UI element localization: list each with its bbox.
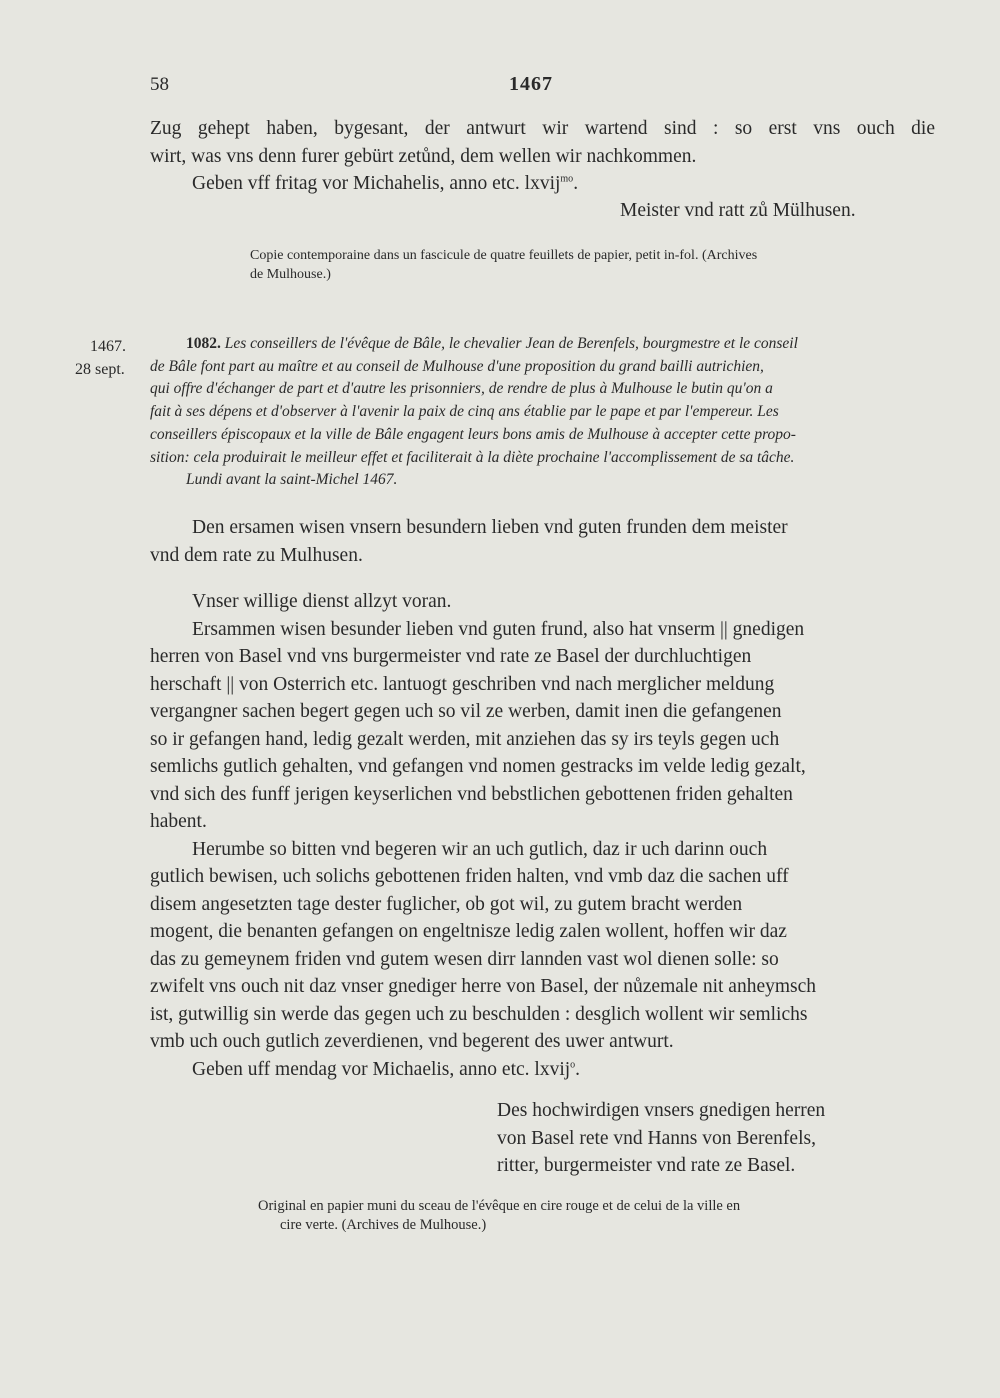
text-line: vmb uch ouch gutlich zeverdienen, vnd begerent des uwer antwurt. <box>150 1031 674 1052</box>
margin-year: 1467. <box>90 338 126 355</box>
signature-line: ritter, burgermeister vnd rate ze Basel. <box>497 1155 796 1176</box>
dating-text: Geben vff fritag vor Michahelis, anno etc. lxvij <box>192 173 561 194</box>
source-note <box>258 1197 938 1235</box>
document-summary <box>150 333 935 492</box>
source-note-line: cire verte. (Archives de Mulhouse.) <box>280 1217 487 1233</box>
text-line: mogent, die benanten gefangen on engeltnisze ledig zalen wollent, hoffen wir daz <box>150 921 787 942</box>
text-line: disem angesetzten tage dester fuglicher, ob got wil, zu gutem bracht werden <box>150 893 743 915</box>
text-line: Ersammen wisen besunder lieben vnd guten frund, also hat vnserm || gnedigen <box>192 618 805 640</box>
page-number: 58 <box>150 74 169 95</box>
source-note-line: Original en papier muni du sceau de l'évêque en cire rouge et de celui de la ville en <box>258 1198 741 1214</box>
text-line: vergangner sachen begert gegen uch so vil ze werben, damit inen die gefangenen <box>150 701 782 722</box>
dating-text: Geben uff mendag vor Michaelis, anno etc. lxvij <box>192 1058 571 1080</box>
previous-document-text <box>150 115 935 198</box>
summary-line: sition: cela produirait le meilleur effet et faciliterait à la diète prochaine l'accomplissement de sa tâche. <box>150 448 795 466</box>
dating-superscript: mo <box>560 173 574 185</box>
source-note <box>250 246 935 284</box>
signature-line: Meister vnd ratt zů Mülhusen. <box>620 200 856 221</box>
summary-line: qui offre d'échanger de part et d'autre les prisonniers, de rendre de plus à Mulhouse le butin qu'on a <box>150 380 773 398</box>
dating-superscript: o <box>570 1059 576 1070</box>
running-head-year: 1467 <box>509 73 553 95</box>
text-line: das zu gemeynem friden vnd gutem wesen dirr lannden vast wol dienen solle: so <box>150 948 779 970</box>
text-line: zwifelt vns ouch nit daz vnser gnediger herre von Basel, der nůzemale nit anheymsch <box>150 976 817 997</box>
greeting: Vnser willige dienst allzyt voran. <box>192 591 452 612</box>
text-line: Zug gehept haben, bygesant, der antwurt wir wartend sind : so erst vns ouch die <box>150 118 935 139</box>
summary-line: conseillers épiscopaux et la ville de Bâle engagent leurs bons amis de Mulhouse à accepter cette propo- <box>150 425 796 443</box>
margin-date: 28 sept. <box>75 361 125 378</box>
source-note-line: Copie contemporaine dans un fascicule de quatre feuillets de papier, petit in-fol. (Archives <box>250 248 758 263</box>
dating-clause <box>150 170 935 198</box>
text-line: wirt, was vns denn furer gebürt zetůnd, dem wellen wir nachkommen. <box>150 145 697 167</box>
summary-line <box>150 333 935 356</box>
text-line: vnd sich des funff jerigen keyserlichen vnd bebstlichen gebottenen friden gehalten <box>150 783 793 805</box>
signature-line: Des hochwirdigen vnsers gnedigen herren <box>497 1100 826 1121</box>
summary-line: fait à ses dépens et d'observer à l'avenir la paix de cinq ans établie par le pape et par l'empereur. Les <box>150 403 779 421</box>
signature-block <box>497 1097 825 1180</box>
text-line: herren von Basel vnd vns burgermeister vnd rate ze Basel der durchluchtigen <box>150 646 752 667</box>
source-note-line: de Mulhouse.) <box>250 267 331 282</box>
text-line: habent. <box>150 811 207 832</box>
address <box>150 514 935 569</box>
text-line: herschaft || von Osterrich etc. lantuogt geschriben vnd nach merglicher meldung <box>150 673 775 695</box>
signature-line: von Basel rete vnd Hanns von Berenfels, <box>497 1127 816 1149</box>
summary-line: de Bâle font part au maître et au conseil de Mulhouse d'une proposition du grand bailli autrichien, <box>150 357 764 375</box>
summary-date: Lundi avant la saint-Michel 1467. <box>186 471 398 489</box>
text-line: Den ersamen wisen vnsern besundern lieben vnd guten frunden dem meister <box>192 517 788 538</box>
text-line: gutlich bewisen, uch solichs gebottenen friden halten, vnd vmb daz die sachen uff <box>150 866 789 887</box>
dating-clause <box>150 1056 935 1084</box>
letter-body <box>150 588 935 1083</box>
text-line: ist, gutwillig sin werde das gegen uch zu beschulden : desglich wollent wir semlichs <box>150 1003 808 1025</box>
text-line: so ir gefangen hand, ledig gezalt werden, mit anziehen das sy irs teyls gegen uch <box>150 728 780 750</box>
text-line: vnd dem rate zu Mulhusen. <box>150 544 363 566</box>
text-line: Herumbe so bitten vnd begeren wir an uch gutlich, daz ir uch darinn ouch <box>192 838 768 860</box>
document-number: 1082. <box>186 335 221 352</box>
dating-end: . <box>575 1058 581 1080</box>
text-line: semlichs gutlich gehalten, vnd gefangen vnd nomen gestracks im velde ledig gezalt, <box>150 756 806 777</box>
dating-end: . <box>573 173 579 194</box>
summary-text: Les conseillers de l'évêque de Bâle, le chevalier Jean de Berenfels, bourgmestre et le conseil <box>224 335 798 352</box>
